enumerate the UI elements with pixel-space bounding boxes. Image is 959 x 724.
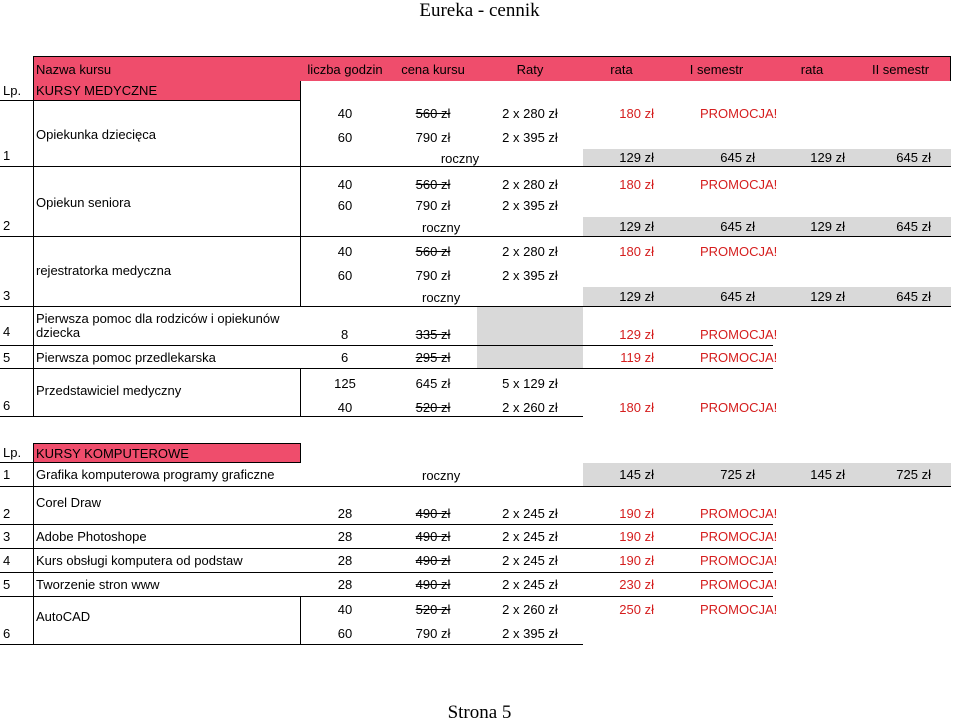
table-header-row xyxy=(0,56,959,81)
raty: 2 x 395 zł xyxy=(502,267,558,283)
table-row xyxy=(0,125,959,149)
table-row xyxy=(0,597,959,621)
promo-label: PROMOCJA! xyxy=(660,525,773,549)
lp-cell: 6 xyxy=(0,369,33,417)
lp-header: Lp. xyxy=(0,443,33,463)
table-row xyxy=(0,487,959,525)
yearly-label: roczny xyxy=(422,219,461,235)
lp-cell: 3 xyxy=(0,237,33,307)
col-header-s2: II semestr xyxy=(851,56,951,81)
raty: 2 x 395 zł xyxy=(502,197,558,213)
price: 790 zł xyxy=(415,129,451,145)
raty: 2 x 280 zł xyxy=(502,105,558,121)
lp-header: Lp. xyxy=(0,81,33,101)
lp-cell: 1 xyxy=(0,101,33,167)
price: 490 zł xyxy=(389,487,477,525)
rata2: 145 zł xyxy=(773,463,851,487)
page-footer: Strona 5 xyxy=(447,702,512,723)
raty: 2 x 280 zł xyxy=(502,176,558,192)
price: 490 zł xyxy=(389,525,477,549)
rata: 180 zł xyxy=(619,176,654,192)
table-row xyxy=(0,463,959,487)
table-row xyxy=(0,101,959,125)
col-header-rata: rata xyxy=(583,56,660,81)
s2-price: 645 zł xyxy=(851,149,951,167)
rata2: 129 zł xyxy=(773,287,851,307)
section-title-medical: KURSY MEDYCZNE xyxy=(33,81,301,101)
hours: 60 xyxy=(337,625,353,641)
col-header-raty: Raty xyxy=(477,56,583,81)
course-name: AutoCAD xyxy=(33,597,301,645)
col-header-godzin: liczba godzin xyxy=(301,56,389,81)
rata: 119 zł xyxy=(583,346,660,369)
lp-cell: 5 xyxy=(0,346,33,369)
table-row xyxy=(0,307,959,346)
promo-label: PROMOCJA! xyxy=(660,307,773,346)
course-name: Opiekun seniora xyxy=(33,167,301,237)
raty-empty xyxy=(477,346,583,369)
section-row-computer xyxy=(0,443,959,463)
raty: 2 x 260 zł xyxy=(502,601,558,617)
table-row xyxy=(0,573,959,597)
lp-cell: 4 xyxy=(0,549,33,573)
hours: 60 xyxy=(337,129,353,145)
table-row xyxy=(0,371,959,395)
hours: 60 xyxy=(337,267,353,283)
rata2: 129 zł xyxy=(773,217,851,237)
hours: 28 xyxy=(301,549,389,573)
hours: 28 xyxy=(301,573,389,597)
course-name: Opiekunka dziecięca xyxy=(33,101,301,167)
raty: 2 x 395 zł xyxy=(502,129,558,145)
raty: 2 x 260 zł xyxy=(502,399,558,415)
col-header-rata2: rata xyxy=(773,56,851,81)
price: 295 zł xyxy=(389,346,477,369)
course-name: Przedstawiciel medyczny xyxy=(33,369,301,417)
table-row xyxy=(0,239,959,263)
price: 790 zł xyxy=(415,625,451,641)
yearly-row-border xyxy=(0,149,959,167)
s1-price: 645 zł xyxy=(660,149,773,167)
hours: 60 xyxy=(337,197,353,213)
lp-cell: 3 xyxy=(0,525,33,549)
col-header-s1: I semestr xyxy=(660,56,773,81)
course-name: Corel Draw xyxy=(33,487,301,525)
price: 645 zł xyxy=(415,375,451,391)
rata: 129 zł xyxy=(583,149,660,167)
rata: 180 zł xyxy=(619,399,654,415)
course-name: rejestratorka medyczna xyxy=(33,237,301,307)
course-name: Tworzenie stron www xyxy=(33,573,301,597)
s2-price: 645 zł xyxy=(851,287,951,307)
table-row xyxy=(0,287,959,307)
hours: 6 xyxy=(301,346,389,369)
hours: 125 xyxy=(334,375,356,391)
rata: 180 zł xyxy=(619,105,654,121)
yearly-label: roczny xyxy=(440,150,480,166)
s1-price: 645 zł xyxy=(660,287,773,307)
raty: 2 x 245 zł xyxy=(477,525,583,549)
yearly-label: roczny xyxy=(422,289,461,305)
lp-cell: 2 xyxy=(0,487,33,525)
table-row xyxy=(0,193,959,217)
col-header-nazwa: Nazwa kursu xyxy=(33,56,301,81)
price: 560 zł xyxy=(415,105,451,121)
price: 520 zł xyxy=(415,601,451,617)
price: 560 zł xyxy=(415,176,451,192)
raty: 2 x 245 zł xyxy=(477,573,583,597)
rata: 129 zł xyxy=(583,287,660,307)
lp-cell: 5 xyxy=(0,573,33,597)
row-divider xyxy=(301,149,583,167)
raty: 2 x 245 zł xyxy=(477,549,583,573)
raty: 2 x 245 zł xyxy=(477,487,583,525)
rata: 250 zł xyxy=(619,601,654,617)
rata: 230 zł xyxy=(583,573,660,597)
hours: 40 xyxy=(337,105,353,121)
table-row xyxy=(0,621,959,645)
hours: 28 xyxy=(301,487,389,525)
hours: 28 xyxy=(301,525,389,549)
promo-label: PROMOCJA! xyxy=(700,243,778,259)
table-row xyxy=(0,263,959,287)
promo-label: PROMOCJA! xyxy=(700,601,778,617)
course-name: Pierwsza pomoc dla rodziców i opiekunów dziecka xyxy=(33,307,301,346)
promo-label: PROMOCJA! xyxy=(700,399,778,415)
course-name: Adobe Photoshope xyxy=(33,525,301,549)
price: 490 zł xyxy=(389,573,477,597)
hours: 40 xyxy=(337,243,353,259)
course-name: Kurs obsługi komputera od podstaw xyxy=(33,549,301,573)
hours: 40 xyxy=(337,176,353,192)
rata: 190 zł xyxy=(583,525,660,549)
table-row xyxy=(0,217,959,237)
rata2: 129 zł xyxy=(773,149,851,167)
promo-label: PROMOCJA! xyxy=(660,549,773,573)
section-row-medical xyxy=(0,81,959,101)
lp-cell: 4 xyxy=(0,307,33,346)
course-name: Grafika komputerowa programy graficzne xyxy=(33,463,301,487)
rata: 190 zł xyxy=(583,487,660,525)
s2-price: 645 zł xyxy=(851,217,951,237)
yearly-label: roczny xyxy=(422,467,461,483)
price: 335 zł xyxy=(389,307,477,346)
price: 520 zł xyxy=(415,399,451,415)
lp-cell: 2 xyxy=(0,167,33,237)
rata: 190 zł xyxy=(583,549,660,573)
col-header-cena: cena kursu xyxy=(389,56,477,81)
lp-cell: 6 xyxy=(0,597,33,645)
price: 790 zł xyxy=(415,267,451,283)
rata: 129 zł xyxy=(583,307,660,346)
page-title: Eureka - cennik xyxy=(419,0,540,21)
table-row xyxy=(0,346,959,369)
rata: 145 zł xyxy=(583,463,660,487)
table-row xyxy=(0,395,959,419)
hours: 40 xyxy=(337,399,353,415)
table-row xyxy=(0,525,959,549)
hours: 40 xyxy=(337,601,353,617)
s1-price: 725 zł xyxy=(660,463,773,487)
promo-label: PROMOCJA! xyxy=(660,573,773,597)
raty: 2 x 395 zł xyxy=(502,625,558,641)
price: 790 zł xyxy=(415,197,451,213)
section-title-computer: KURSY KOMPUTEROWE xyxy=(33,443,301,463)
promo-label: PROMOCJA! xyxy=(660,487,773,525)
table-row xyxy=(0,549,959,573)
course-name: Pierwsza pomoc przedlekarska xyxy=(33,346,301,369)
raty-empty xyxy=(477,307,583,346)
promo-label: PROMOCJA! xyxy=(700,176,778,192)
price: 490 zł xyxy=(389,549,477,573)
raty: 2 x 280 zł xyxy=(502,243,558,259)
rata: 180 zł xyxy=(619,243,654,259)
hours: 8 xyxy=(301,307,389,346)
raty: 5 x 129 zł xyxy=(502,375,558,391)
promo-label: PROMOCJA! xyxy=(700,105,778,121)
s2-price: 725 zł xyxy=(851,463,951,487)
promo-label: PROMOCJA! xyxy=(660,346,773,369)
rata: 129 zł xyxy=(583,217,660,237)
lp-cell: 1 xyxy=(0,463,33,487)
price: 560 zł xyxy=(415,243,451,259)
s1-price: 645 zł xyxy=(660,217,773,237)
